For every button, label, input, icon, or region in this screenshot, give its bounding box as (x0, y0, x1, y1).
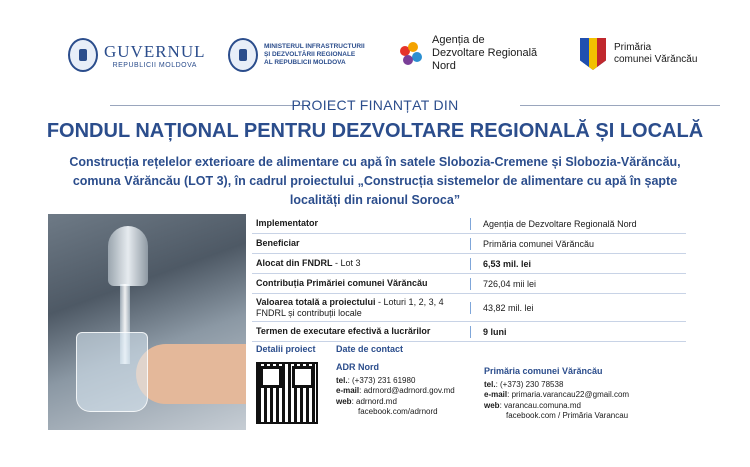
adr-contact-name: ADR Nord (336, 362, 379, 372)
row-label: Alocat din FNDRL (256, 258, 333, 268)
row-value: 9 luni (483, 326, 507, 337)
water-tap-photo (48, 214, 246, 430)
adr-contact (336, 362, 455, 418)
row-sublabel: - Lot 3 (332, 258, 361, 268)
table-row (252, 214, 686, 234)
primaria-logo (580, 38, 697, 70)
email-key: e-mail (336, 386, 360, 395)
guvernul-logo (68, 38, 206, 72)
glass-icon (76, 332, 148, 412)
adr-web-link[interactable]: : adrnord.md (351, 396, 397, 406)
row-value: Agenția de Dezvoltare Regională Nord (483, 218, 637, 229)
table-row (252, 274, 686, 294)
table-row (252, 322, 686, 342)
primaria-email[interactable]: : primaria.varancau22@gmail.com (507, 390, 630, 399)
separator (470, 238, 471, 250)
separator (470, 278, 471, 290)
details-heading: Detalii proiect (256, 344, 316, 354)
email-key: e-mail (484, 390, 508, 399)
adr-logo-line: Agenția de (432, 34, 485, 46)
project-info-table (252, 214, 686, 342)
minister-line: ȘI DEZVOLTĂRII REGIONALE (264, 51, 356, 58)
project-description: Construcția rețelelor exterioare de alimentare cu apă în satele Slobozia-Cremene și Slobozia-Vărăncău, comuna Vărăncău (LOT 3), în cadrul proiectului „Construcția sistemelor de alimentare cu apă în șapte localități din raionul Soroca” (69, 155, 681, 207)
primaria-phone[interactable]: : (+373) 230 78538 (495, 379, 564, 389)
table-row (252, 294, 686, 322)
minister-line: AL REPUBLICII MOLDOVA (264, 59, 346, 66)
primaria-contact (484, 366, 629, 422)
minister-line: MINISTERUL INFRASTRUCTURII (264, 43, 365, 50)
adr-logo (400, 34, 537, 73)
web-key: web (336, 396, 352, 406)
hand (136, 344, 246, 404)
tel-key: tel. (336, 375, 348, 385)
minister-crest-icon (228, 38, 258, 72)
adr-facebook-link[interactable]: facebook.com/adrnord (358, 407, 438, 416)
adr-logo-line: Nord (432, 60, 456, 72)
separator (470, 326, 471, 338)
row-label: Valoarea totală a proiectului (256, 296, 376, 307)
proiect-heading (50, 98, 700, 112)
tel-key: tel. (484, 379, 496, 389)
web-key: web (484, 400, 500, 410)
row-value: 726,04 mii lei (483, 278, 537, 289)
minister-logo (228, 38, 365, 72)
primaria-logo-line: comunei Vărăncău (614, 54, 698, 65)
primaria-contact-name: Primăria comunei Vărăncău (484, 366, 603, 376)
row-label: Contribuția Primăriei comunei Vărăncău (256, 278, 428, 288)
separator (470, 218, 471, 230)
primaria-web-link[interactable]: : varancau.comuna.md (499, 400, 581, 410)
row-value: 6,53 mil. lei (483, 258, 532, 269)
guvernul-title: GUVERNUL (104, 41, 206, 61)
adr-phone[interactable]: : (+373) 231 61980 (347, 375, 416, 385)
contact-heading: Date de contact (336, 344, 404, 354)
primaria-facebook-link[interactable]: facebook.com / Primăria Varancau (506, 411, 629, 420)
separator (470, 302, 471, 314)
primaria-logo-line: Primăria (614, 42, 652, 53)
adr-email[interactable]: : adrnord@adrnord.gov.md (359, 386, 455, 395)
faucet-icon (108, 226, 148, 286)
row-label: Implementator (256, 218, 319, 228)
separator (470, 258, 471, 270)
table-row (252, 234, 686, 254)
moldova-crest-icon (68, 38, 98, 72)
row-sublabel: - Loturi 1, 2, 3, 4 FNDRL și contribuții locale (256, 296, 444, 318)
row-label: Termen de executare efectivă a lucrărilor (256, 326, 431, 336)
adr-logo-line: Dezvoltare Regională (432, 47, 538, 59)
qr-code-icon[interactable] (256, 362, 318, 424)
coat-of-arms-icon (580, 38, 606, 70)
guvernul-subtitle: REPUBLICII MOLDOVA (112, 61, 197, 69)
adr-swirl-icon (400, 42, 424, 66)
proiect-label: PROIECT FINANȚAT DIN (291, 97, 459, 113)
fund-title: FONDUL NAȚIONAL PENTRU DEZVOLTARE REGIONALĂ ȘI LOCALĂ (46, 120, 704, 142)
row-value: 43,82 mil. lei (483, 302, 534, 313)
row-value: Primăria comunei Vărăncău (483, 238, 595, 249)
table-row (252, 254, 686, 274)
contacts-section (252, 344, 712, 434)
row-label: Beneficiar (256, 238, 300, 248)
logo-header (48, 30, 728, 90)
